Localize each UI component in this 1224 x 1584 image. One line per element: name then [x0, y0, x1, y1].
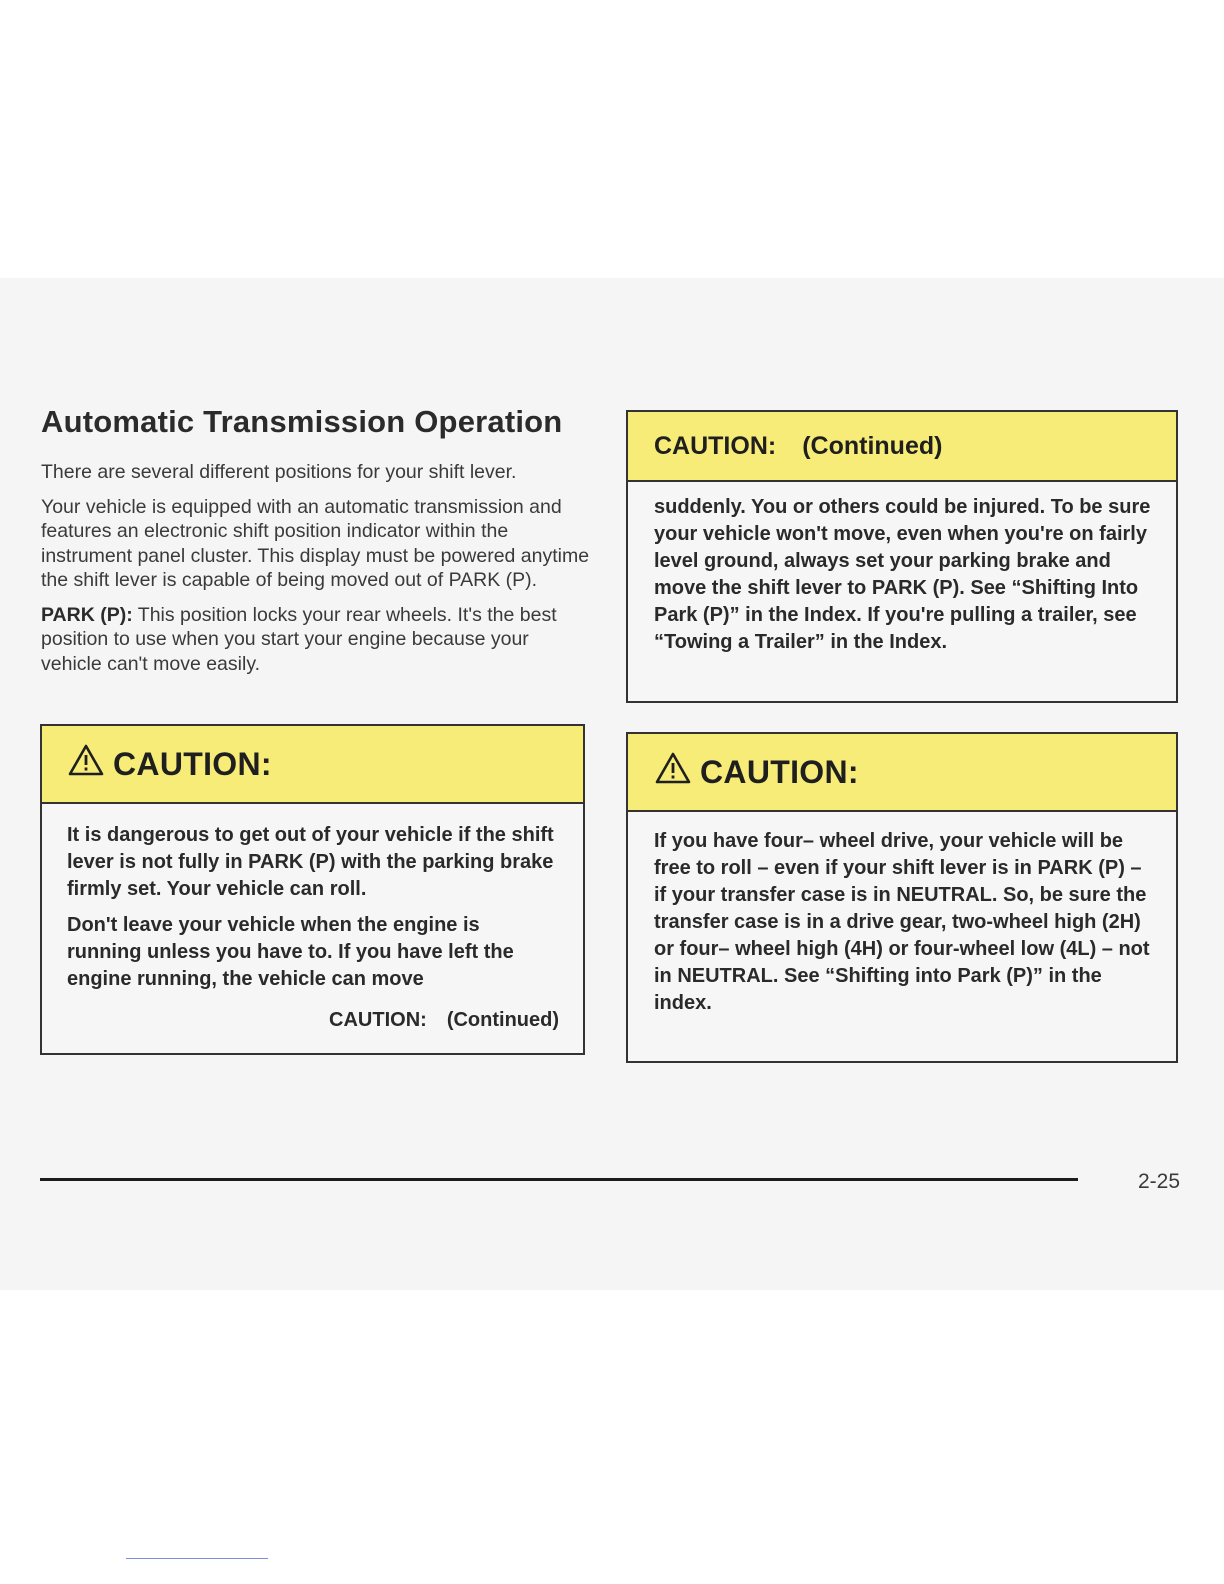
- caution-body: [42, 804, 583, 1034]
- caution-box-park: [40, 724, 585, 1055]
- page-title: Automatic Transmission Operation: [41, 404, 563, 439]
- caution-header: [42, 726, 583, 804]
- continued-text: (Continued): [446, 1009, 559, 1031]
- caution-title: CAUTION:: [113, 745, 272, 782]
- caution-body: [628, 482, 1176, 656]
- caution-title-suffix: (Continued): [802, 431, 943, 460]
- caution-header: [628, 412, 1176, 482]
- caution-body: [628, 812, 1176, 1017]
- caution-continued-note: [67, 1007, 559, 1034]
- caution-title: CAUTION:: [654, 431, 777, 460]
- park-lead: PARK (P):: [41, 603, 133, 626]
- caution-title: CAUTION:: [700, 753, 859, 790]
- footer-divider: [40, 1178, 1078, 1181]
- intro-paragraph-transmission: Your vehicle is equipped with an automatic transmission and features an electronic shift position indicator within the instrument panel cluster. This display must be powered anytime the shift lever is capable of being moved out of PARK (P).: [41, 495, 590, 591]
- warning-triangle-icon: [67, 743, 105, 785]
- warning-triangle-icon: [654, 751, 692, 793]
- caution-paragraph: If you have four– wheel drive, your vehicle will be free to roll – even if your shift lever is in PARK (P) – if your transfer case is in NEUTRAL. So, be sure the transfer case is in a drive gear, two-wheel high (2H) or four– wheel high (4H) or four-wheel low (4L) – not in NEUTRAL. See “Shifting into Park (P)” in the index.: [654, 830, 1150, 1014]
- caution-paragraph: It is dangerous to get out of your vehicle if the shift lever is not fully in PARK (P) with the parking brake firmly set. Your vehicle can roll.: [67, 824, 554, 900]
- caution-box-four-wheel-drive: [626, 732, 1178, 1063]
- caution-box-continued: [626, 410, 1178, 703]
- page-number: 2-25: [1137, 1170, 1180, 1193]
- caution-paragraph: suddenly. You or others could be injured. To be sure your vehicle won't move, even when you're on fairly level ground, always set your parking brake and move the shift lever to PARK (P). See “Shifting Into Park (P)” in the Index. If you're pulling a trailer, see “Towing a Trailer” in the Index.: [654, 496, 1151, 653]
- continued-label: CAUTION:: [329, 1009, 427, 1031]
- caution-paragraph: Don't leave your vehicle when the engine is running unless you have to. If you have left the engine running, the vehicle can move: [67, 914, 514, 990]
- footer-underline: [126, 1558, 268, 1559]
- park-description: This position locks your rear wheels. It's the best position to use when you start your engine because your vehicle can't move easily.: [41, 603, 557, 675]
- intro-paragraph-park: [41, 603, 593, 677]
- intro-section: [41, 460, 593, 686]
- intro-paragraph-positions: There are several different positions for your shift lever.: [41, 461, 517, 483]
- caution-header: [628, 734, 1176, 812]
